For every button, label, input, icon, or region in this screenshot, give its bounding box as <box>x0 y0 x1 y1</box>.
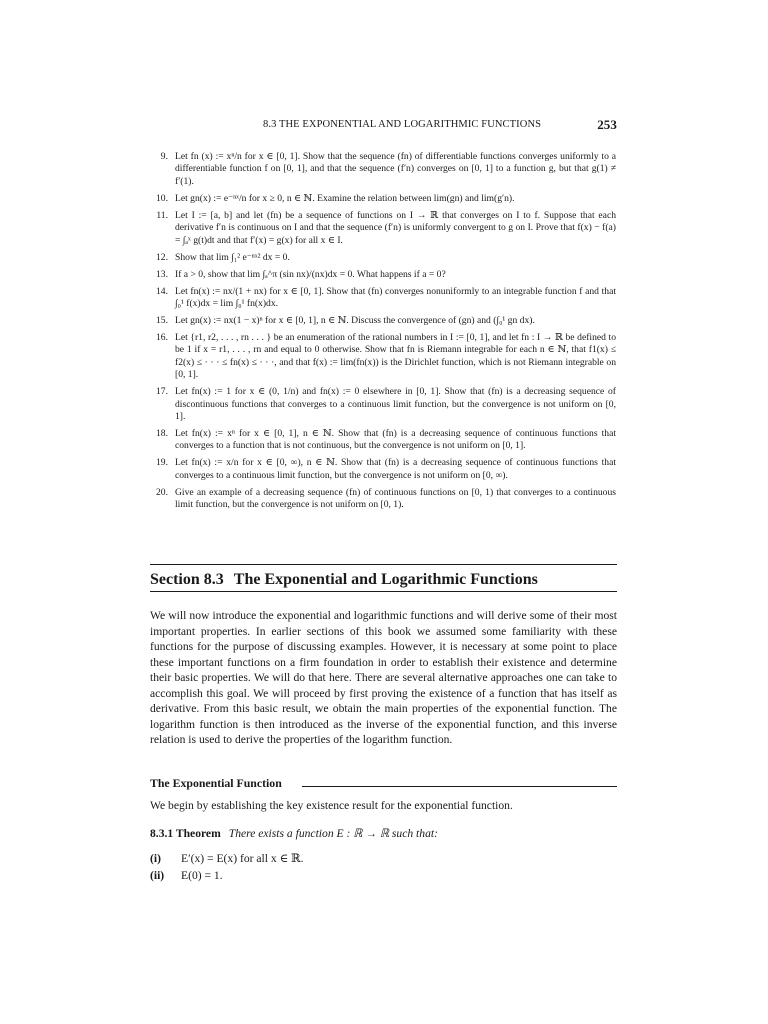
exercise-item <box>148 269 616 281</box>
subsection-title: The Exponential Function <box>150 776 282 790</box>
part-text: E′(x) = E(x) for all x ∈ ℝ. <box>181 852 304 865</box>
exercise-item <box>148 487 616 512</box>
exercise-item <box>148 252 616 264</box>
exercise-text: Let I := [a, b] and let (fn) be a sequence of functions on I → ℝ that converges on I to f. Suppose that each derivative f′n is continuous on I and that the sequence (f′n) is uniformly convergent to g on I. Prove that f(x) − f(a) = ∫ₐˣ g(t)dt and that f′(x) = g(x) for all x ∈ I. <box>175 209 616 246</box>
exercise-item <box>148 286 616 311</box>
section-heading <box>150 571 538 589</box>
exercise-number: 9. <box>160 151 168 162</box>
theorem-label: 8.3.1 Theorem <box>150 827 221 840</box>
exercise-list <box>148 151 616 516</box>
theorem-part <box>150 851 304 865</box>
exercise-item <box>148 315 616 327</box>
exercise-number: 12. <box>156 251 168 263</box>
part-text: E(0) = 1. <box>181 869 223 882</box>
exercise-item <box>148 332 616 382</box>
exercise-number: 14. <box>156 285 168 297</box>
exercise-text: Let fn(x) := nx/(1 + nx) for x ∈ [0, 1]. Show that (fn) converges nonuniformly to an integrable function f and that ∫₀¹ f(x)dx = lim ∫₀¹ fn(x)dx. <box>175 285 616 310</box>
theorem-part <box>150 869 223 882</box>
subsection-rule <box>302 786 617 787</box>
exercise-number: 19. <box>156 457 168 469</box>
exercise-number: 17. <box>156 386 168 398</box>
exercise-text: Let {r1, r2, . . . , rn . . . } be an enumeration of the rational numbers in I := [0, 1], and let fn : I → ℝ be defined to be 1 if x = r1, . . . , rn and equal to 0 otherwise. Show that fn is Riemann integrable for each n ∈ ℕ, that f1(x) ≤ f2(x) ≤ · · · ≤ fn(x) ≤ · · ·, and that f(x) := lim(fn(x)) is the Dirichlet function, which is not Riemann integrable on [0, 1]. <box>175 332 616 381</box>
page-number: 253 <box>597 117 617 132</box>
exercise-text: Let gn(x) := nx(1 − x)ⁿ for x ∈ [0, 1], n ∈ ℕ. Discuss the convergence of (gn) and (∫₀¹ gn dx). <box>175 315 535 327</box>
subsection-heading <box>150 776 617 792</box>
exercise-text: Show that lim ∫₁² e⁻ⁿˣ² dx = 0. <box>175 251 290 263</box>
subsection-paragraph: We begin by establishing the key existence result for the exponential function. <box>150 799 513 812</box>
section-top-rule <box>150 564 617 565</box>
section-bottom-rule <box>150 591 617 592</box>
exercise-number: 20. <box>156 486 168 498</box>
section-label: Section 8.3 <box>150 571 224 588</box>
exercise-number: 16. <box>156 332 168 344</box>
section-title: The Exponential and Logarithmic Functions <box>233 571 538 588</box>
exercise-item <box>148 386 616 423</box>
exercise-text: Let fn (x) := xⁿ/n for x ∈ [0, 1]. Show that the sequence (fn) of differentiable functions converges uniformly to a differentiable function f on [0, 1], and that the sequence (f′n) converges on [0, 1] to a function g, but that g(1) ≠ f′(1). <box>175 151 616 187</box>
intro-paragraph: We will now introduce the exponential and logarithmic functions and will derive some of their most important properties. In earlier sections of this book we assumed some familiarity with these functions for the purpose of discussing examples. However, it is necessary at some point to place these important functions on a firm foundation in order to establish their existence and determine their basic properties. We will do that here. There are several alternative approaches one can take to accomplish this goal. We will proceed by first proving the existence of a function that has itself as derivative. From this basic result, we obtain the main properties of the exponential function. The logarithm function is then introduced as the inverse of the exponential function, and this inverse relation is used to derive the properties of the logarithm function. <box>150 609 617 746</box>
exercise-item <box>148 210 616 247</box>
exercise-number: 18. <box>156 428 168 440</box>
exercise-text: Let fn(x) := xⁿ for x ∈ [0, 1], n ∈ ℕ. Show that (fn) is a decreasing sequence of continuous functions that converges to a function that is not continuous, but the convergence is not uniform on [0, 1]. <box>175 428 616 452</box>
exercise-number: 11. <box>156 209 168 221</box>
part-label: (i) <box>150 852 161 865</box>
exercise-number: 10. <box>156 192 168 204</box>
exercise-text: Let fn(x) := x/n for x ∈ [0, ∞), n ∈ ℕ. Show that (fn) is a decreasing sequence of continuous functions that converges to a continuous limit function, but the convergence is not uniform on [0, ∞). <box>175 457 616 481</box>
running-head-title: 8.3 THE EXPONENTIAL AND LOGARITHMIC FUNCTIONS <box>263 119 542 130</box>
exercise-item <box>148 457 616 482</box>
exercise-item <box>148 193 616 205</box>
theorem <box>150 826 438 840</box>
running-head <box>152 117 617 135</box>
part-label: (ii) <box>150 869 165 882</box>
exercise-text: Give an example of a decreasing sequence (fn) of continuous functions on [0, 1) that converges to a continuous limit function, but the convergence is not uniform on [0, 1). <box>175 486 616 511</box>
exercise-text: If a > 0, show that lim ∫ₐ^π (sin nx)/(nx)dx = 0. What happens if a = 0? <box>175 268 446 280</box>
exercise-number: 13. <box>156 268 168 280</box>
exercise-item <box>148 428 616 453</box>
exercise-text: Let fn(x) := 1 for x ∈ (0, 1/n) and fn(x) := 0 elsewhere in [0, 1]. Show that (fn) is a decreasing sequence of discontinuous functions that converges to a continuous limit function, but the convergence is not uniform on [0, 1]. <box>175 386 616 423</box>
exercise-number: 15. <box>156 315 168 327</box>
exercise-text: Let gn(x) := e⁻ⁿˣ/n for x ≥ 0, n ∈ ℕ. Examine the relation between lim(gn) and lim(g′n). <box>175 192 515 204</box>
exercise-item <box>148 151 616 188</box>
theorem-statement: There exists a function E : ℝ → ℝ such that: <box>228 827 438 840</box>
